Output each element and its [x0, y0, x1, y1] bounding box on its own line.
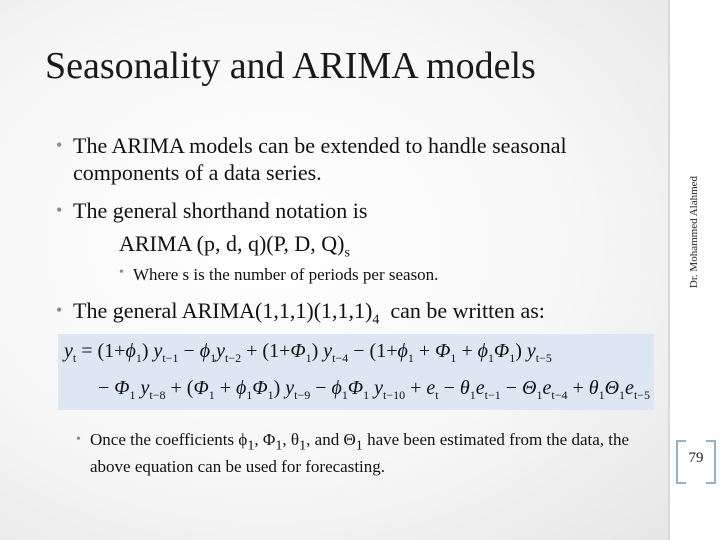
sidebar-divider: [668, 0, 670, 540]
slide-title: Seasonality and ARIMA models: [45, 45, 536, 87]
sub-bullet-dot-icon: •: [119, 265, 124, 280]
bullet-3: • The general $ARIMA(1,1,1)(1,1,1)_4$ can be written as:: [56, 298, 545, 328]
sub-bullet-dot-icon: •: [76, 432, 81, 447]
page-number-badge: [676, 440, 716, 480]
equation-line-2: − $\Phi_1$ $y_{t-8} + (\Phi_1 + \phi_1\Phi_1) y_{t-9} - \phi_1\Phi_1$ $y_{t-10} + e_t - \theta_1e_{t-1} - \Theta_1e_{t-4} + \theta_1\Theta_1e_{t-5}$: [98, 377, 651, 402]
sub-bullet-periods: [119, 265, 439, 285]
bullet-2-line-1: The general shorthand notation is: [73, 198, 368, 223]
bullet-1: [56, 132, 633, 186]
bullet-1-line-1: The ARIMA models can be extended to handle seasonal: [73, 133, 567, 158]
sub-bullet-periods-text: Where s is the number of periods per season.: [133, 265, 439, 284]
equation-line-1: $y_t = (1+\phi_1) y_{t-1} - \phi_1y_{t-2} + (1+\Phi_1) y_{t-4} - (1+\phi_1 + \Phi_1 + \phi_1\Phi_1)$ $y_{t-5}$: [64, 340, 552, 365]
bullet-1-line-2: components of a data series.: [73, 160, 322, 185]
bullet-2: [56, 197, 368, 224]
bullet-dot-icon: •: [56, 200, 63, 220]
bullet-dot-icon: •: [56, 135, 63, 155]
arima-notation: ARIMA (p, d, q)(P, D, $Q)_s$: [119, 231, 350, 261]
sub-bullet-forecasting: • Once the coefficients $\phi_1$, $\Phi_1$, $\theta_1$, and $\Theta_1$ have been estimated from the data, the above equation can be used for forecasting.: [76, 430, 630, 477]
bullet-dot-icon: •: [56, 300, 63, 320]
page-number: 79: [688, 450, 704, 466]
author-label: Dr. Mohammed Alahmed: [688, 175, 700, 289]
